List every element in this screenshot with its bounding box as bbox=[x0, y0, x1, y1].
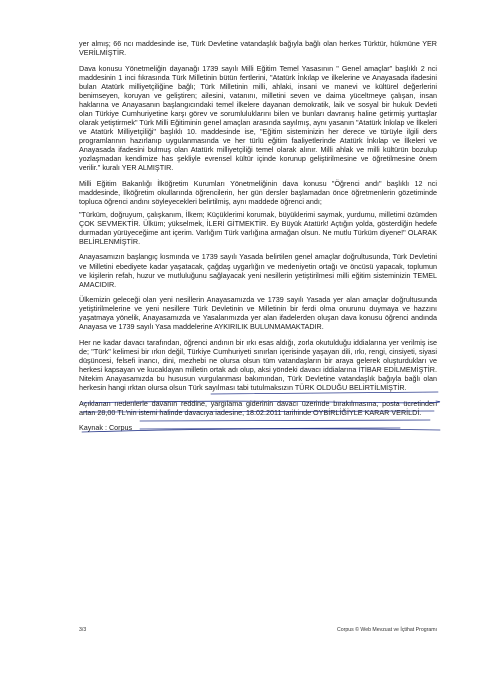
paragraph-decision: Açıklanan nedenlerle davanın reddine, yargılama giderinin davacı üzerinde bırakılmasına, posta ücretinden artan 28,00 TL'nin istemi halinde davacıya iadesine, 18.02.2011 tarihinde OYBİRLİĞİYLE KARAR VERİLDİ. bbox=[79, 398, 437, 417]
paragraph-regulation-12: Milli Eğitim Bakanlığı İlköğretim Kurumları Yönetmeliğinin dava konusu "Öğrenci andı" başlıklı 12 nci maddesinde, İlköğretim okullarında öğrencilerin, her gün dersler başlamadan önce öğretmenlerin gözetiminde topluca öğrenci andını söyleyecekleri belirtilmiş, aynı maddede öğrenci andı; bbox=[79, 178, 437, 206]
page-number: 3/3 bbox=[79, 627, 87, 633]
paragraph-article-66: yer almış; 66 ncı maddesinde ise, Türk Devletine vatandaşlık bağıyla bağlı olan herkes Türktür, hükmüne YER VERİLMİŞTİR. bbox=[79, 39, 437, 58]
paragraph-law-1739: Dava konusu Yönetmeliğin dayanağı 1739 sayılı Milli Eğitim Temel Yasasının " Genel amaçlar" başlıklı 2 nci maddesinin 1 inci fıkrasında Türk Milletinin bütün fertlerini, "Atatürk İnkılap ve ilkelerine ve Anayasada ifadesini bulan Atatürk milliyetçiliğine bağlı; Türk Milletinin milli, ahlaki, insani ve manevi ve kültürel değerlerini benimseyen, koruyan ve geliştiren; ailesini, vatanını, milletini seven ve daima yüceltmeye çalışan, insan haklarına ve Anayasanın başlangıcındaki temel ilkelere dayanan demokratik, laik ve sosyal bir hukuk Devleti olan Türkiye Cumhuriyetine karşı görev ve sorumluluklarını bilen ve bunları davranış haline getirmiş yurttaşlar olarak yetiştirmek" Türk Milli Eğitiminin genel amaçları arasında sayılmış, aynı yasanın "Atatürk İnkılap ve İlkeleri ve Atatürk Milliyetçiliği" başlıklı 10. maddesinde ise, "Eğitim sisteminizin her derece ve türüyle ilgili ders programlarının hazırlanıp uygulanmasında ve her türlü eğitim faaliyetlerinde Atatürk İnkılap ve İlkeleri ve Anayasada ifadesini bulmuş olan Atatürk milliyetçiliği temel olarak alınır. Milli ahlak ve milli kültürün bozulup yozlaşmadan kendimize has şekliyle evrensel kültür içinde korunup geliştirilmesine ve öğretilmesine önem verilir." kuralı YER ALMIŞTIR. bbox=[79, 63, 437, 173]
copyright-text: Corpus © Web Mevzuat ve İçtihat Programı bbox=[336, 627, 437, 633]
paragraph-claims-rejected: Her ne kadar davacı tarafından, öğrenci andının bir ırkı esas aldığı, zorla okutulduğu iddialarına yer verilmiş ise de; "Türk" kelimesi bir ırkın değil, Türkiye Cumhuriyeti sınırları içerisinde yaşayan dili, ırkı, rengi, cinsiyeti, siyasi düşüncesi, felsefi inancı, dini, mezhebi ne olursa olsun tüm vatandaşların bir araya gelerek oluşturdukları ve herkesi kapsayan ve kucaklayan milletin ortak adı olup, aksi yöndeki davacı iddialarına İTİBAR EDİLMEMİŞTİR. Nitekim Anayasamızda bu hususun vurgulanması bakımından, Türk Devletine vatandaşlık bağıyla bağlı olan herkesin hangi ırktan olursa olsun Türk sayılması tabi tutulmaksızın TÜRK OLDUĞU BELİRTİLMİŞTİR. bbox=[79, 337, 437, 393]
paragraph-no-conflict: Ülkemizin geleceği olan yeni nesillerin Anayasamızda ve 1739 sayılı Yasada yer alan amaçlar doğrultusunda yetiştirilmelerine ve yeni nesillere Türk Devletinin ve Milletinin bir ferdi olma onurunu duymaya ve hazzını yaşatmaya yönelik, Anayasamızda ve Yasalarımızda yer alan ifadelerden oluşan dava konusu öğrenci andında Anayasa ve 1739 sayılı Yasa maddelerine AYKIRILIK BULUNMAMAKTADIR. bbox=[79, 295, 437, 332]
document-body bbox=[79, 39, 437, 439]
paragraph-student-oath: "Türküm, doğruyum, çalışkanım, İlkem; Küçüklerimi korumak, büyüklerimi saymak, yurdumu, milletimi özümden ÇOK SEVMEKTİR. Ülküm; yükselmek, İLERİ GİTMEKTİR. Ey Büyük Atatürk! Açtığın yolda, gösterdiğin hedefe durmadan yürüyeceğime ant içerim. Varlığım Türk varlığına armağan olsun. Ne mutlu Türküm diyene!" OLARAK BELİRLENMİŞTİR. bbox=[79, 209, 437, 246]
source-line: Kaynak : Corpus bbox=[79, 423, 133, 433]
paragraph-education-aim: Anayasamızın başlangıç kısmında ve 1739 sayılı Yasada belirtilen genel amaçlar doğrultusunda, Türk Devletini ve Milletini ebediyete kadar yaşatacak, çağdaş uygarlığın ve medeniyetin ortağı ve öncüsü yapacak, toplumun ve kişilerin refah, huzur ve mutluluğunu sağlayacak yeni nesillerin yetiştirilmesi milli eğitim sisteminizin TEMEL AMACIDIR. bbox=[79, 252, 437, 289]
